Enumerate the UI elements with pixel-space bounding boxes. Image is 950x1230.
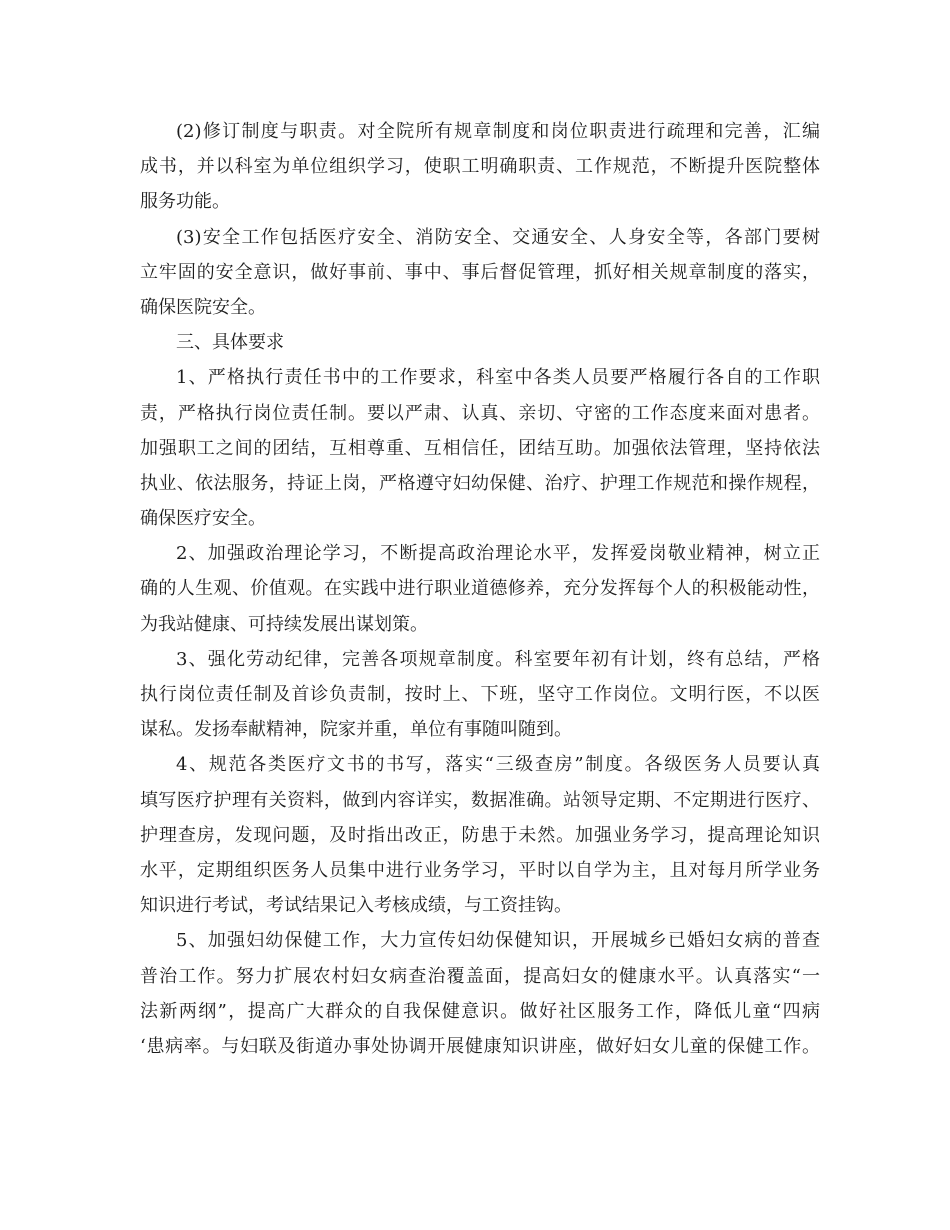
text-line: 5、加强妇幼保健工作，大力宣传妇幼保健知识，开展城乡已婚妇女病的普查 <box>176 930 820 952</box>
text-line: 成书，并以科室为单位组织学习，使职工明确职责、工作规范，不断提升医院整体 <box>140 156 820 178</box>
text-line: 2、加强政治理论学习，不断提高政治理论水平，发挥爱岗敬业精神，树立正 <box>176 543 820 565</box>
text-line: 4、规范各类医疗文书的书写，落实“三级查房”制度。各级医务人员要认真 <box>176 754 820 776</box>
text-line: 执行岗位责任制及首诊负责制，按时上、下班，坚守工作岗位。文明行医，不以医 <box>140 684 820 705</box>
paragraph-requirement-5 <box>140 923 820 1064</box>
text-line: 加强职工之间的团结，互相尊重、互相信任，团结互助。加强依法管理，坚持依法 <box>140 437 820 459</box>
text-line: ‘患病率。与妇联及街道办事处协调开展健康知识讲座，做好妇女儿童的保健工作。 <box>140 1035 820 1057</box>
text-line: 责，严格执行岗位责任制。要以严肃、认真、亲切、守密的工作态度来面对患者。 <box>140 402 820 424</box>
text-line: 护理查房，发现问题，及时指出改正，防患于未然。加强业务学习，提高理论知识 <box>140 824 820 846</box>
paragraph-safety-work <box>140 220 820 326</box>
text-line: (2)修订制度与职责。对全院所有规章制度和岗位职责进行疏理和完善，汇编 <box>176 121 820 142</box>
paragraph-requirement-3 <box>140 642 820 748</box>
section-heading <box>140 325 820 360</box>
text-line: 确保医院安全。 <box>140 296 266 318</box>
text-line: 1、严格执行责任书中的工作要求，科室中各类人员要严格履行各自的工作职 <box>176 367 820 389</box>
text-line: 确的人生观、价值观。在实践中进行职业道德修养，充分发挥每个人的积极能动性， <box>140 578 820 600</box>
text-line: 知识进行考试，考试结果记入考核成绩，与工资挂钩。 <box>140 895 572 917</box>
text-line: 法新两纲”，提高广大群众的自我保健意识。做好社区服务工作，降低儿童“四病 <box>140 1000 820 1022</box>
text-line: 确保医疗安全。 <box>140 508 266 530</box>
text-line: 普治工作。努力扩展农村妇女病查治覆盖面，提高妇女的健康水平。认真落实“一 <box>140 965 820 987</box>
text-line: 3、强化劳动纪律，完善各项规章制度。科室要年初有计划，终有总结，严格 <box>176 648 820 670</box>
text-line: 立牢固的安全意识，做好事前、事中、事后督促管理，抓好相关规章制度的落实， <box>140 261 820 283</box>
text-line: 为我站健康、可持续发展出谋划策。 <box>140 613 428 635</box>
paragraph-requirement-4 <box>140 747 820 923</box>
text-line: 填写医疗护理有关资料，做到内容详实，数据准确。站领导定期、不定期进行医疗、 <box>140 789 820 811</box>
text-line: (3)安全工作包括医疗安全、消防安全、交通安全、人身安全等，各部门要树 <box>176 226 820 248</box>
paragraph-requirement-1 <box>140 360 820 536</box>
text-line: 执业、依法服务，持证上岗，严格遵守妇幼保健、治疗、护理工作规范和操作规程， <box>140 472 820 494</box>
text-line: 谋私。发扬奉献精神，院家并重，单位有事随叫随到。 <box>140 719 572 741</box>
document-body <box>140 114 820 1064</box>
paragraph-requirement-2 <box>140 536 820 642</box>
heading-line: 三、具体要求 <box>176 332 284 354</box>
text-line: 水平，定期组织医务人员集中进行业务学习，平时以自学为主，且对每月所学业务 <box>140 859 820 881</box>
text-line: 服务功能。 <box>140 191 230 213</box>
paragraph-revise-rules <box>140 114 820 220</box>
